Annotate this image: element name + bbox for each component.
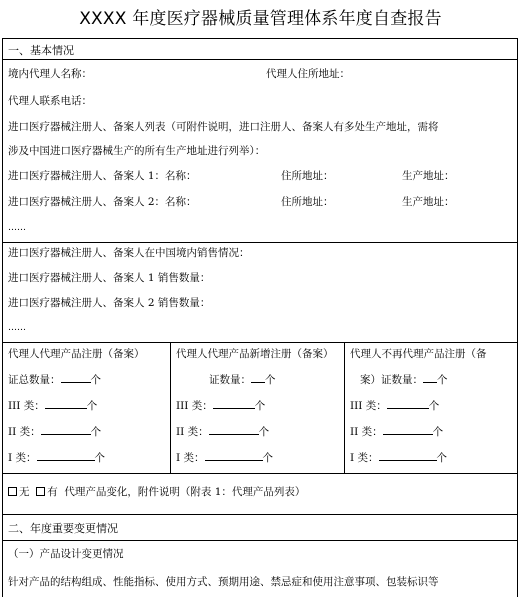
col2-class1-unit: 个 <box>262 452 273 464</box>
col1-class2-row <box>8 425 101 439</box>
col2-count-unit: 个 <box>265 374 276 386</box>
section2-heading-rule <box>2 540 518 541</box>
col3-class3-unit: 个 <box>428 400 440 412</box>
change-row <box>8 486 305 499</box>
col3-header-line-1: 代理人不再代理产品注册（备 <box>350 348 487 360</box>
registrant-2-production-label: 生产地址： <box>402 196 455 208</box>
section1-heading-rule <box>2 59 518 60</box>
col1-class1-label: I 类： <box>8 452 37 464</box>
sales-row-1: 进口医疗器械注册人、备案人 1 销售数量： <box>8 272 211 284</box>
section2-heading: 二、年度重要变更情况 <box>8 522 118 535</box>
col3-class2-label: II 类： <box>350 426 383 438</box>
registrant-block-rule <box>2 242 518 243</box>
col1-count-unit: 个 <box>90 374 101 386</box>
col3-class1-field[interactable] <box>379 451 437 461</box>
registrant-2-name-label: 进口医疗器械注册人、备案人 2：名称： <box>8 196 197 208</box>
col1-class3-row <box>8 399 97 413</box>
none-checkbox[interactable] <box>8 487 17 496</box>
col3-class1-unit: 个 <box>436 452 447 464</box>
col1-count-label: 证总数量： <box>8 374 61 386</box>
sales-block-rule <box>2 342 518 343</box>
registrant-2-address-label: 住所地址： <box>281 196 334 208</box>
col3-header-line-2: 案）证数量： <box>360 374 423 386</box>
col2-count-row <box>209 373 276 387</box>
col2-count-field[interactable] <box>251 373 265 383</box>
product-col-divider-2 <box>344 342 345 473</box>
col2-class3-label: III 类： <box>176 400 213 412</box>
col2-count-label: 证数量： <box>209 374 251 386</box>
sales-row-2: 进口医疗器械注册人、备案人 2 销售数量： <box>8 297 211 309</box>
col1-class2-label: II 类： <box>8 426 41 438</box>
col2-class2-row <box>176 425 269 439</box>
col1-class2-field[interactable] <box>41 425 91 435</box>
registrant-list-line-2: 涉及中国进口医疗器械生产的所有生产地址进行列举）： <box>8 145 266 157</box>
change-row-rule <box>2 514 518 515</box>
registrant-1-name-label: 进口医疗器械注册人、备案人 1：名称： <box>8 170 197 182</box>
col2-class3-unit: 个 <box>254 400 266 412</box>
sales-ellipsis: …… <box>8 323 26 333</box>
col2-class3-field[interactable] <box>213 399 255 409</box>
col3-count-unit: 个 <box>437 374 448 386</box>
col3-class2-row <box>350 425 443 439</box>
col2-class3-row <box>176 399 265 413</box>
col1-class1-unit: 个 <box>94 452 105 464</box>
section2-subheading: （一）产品设计变更情况 <box>8 548 124 560</box>
col2-class1-label: I 类： <box>176 452 205 464</box>
col3-class3-field[interactable] <box>387 399 429 409</box>
col2-class2-field[interactable] <box>209 425 259 435</box>
col2-class1-row <box>176 451 273 465</box>
col1-class3-field[interactable] <box>45 399 87 409</box>
sales-heading: 进口医疗器械注册人、备案人在中国境内销售情况： <box>8 247 250 259</box>
registrant-ellipsis: …… <box>8 223 26 233</box>
change-row-text: 代理产品变化，附件说明（附表 1：代理产品列表） <box>64 486 306 498</box>
col3-class1-label: I 类： <box>350 452 379 464</box>
col3-class2-field[interactable] <box>383 425 433 435</box>
agent-address-label: 代理人住所地址： <box>266 68 350 80</box>
col3-class3-label: III 类： <box>350 400 387 412</box>
col1-class1-field[interactable] <box>37 451 95 461</box>
product-table-rule <box>2 473 518 474</box>
col1-class1-row <box>8 451 105 465</box>
col3-count-field[interactable] <box>423 373 437 383</box>
col1-count-field[interactable] <box>61 373 91 383</box>
registrant-list-line-1: 进口医疗器械注册人、备案人列表（可附件说明，进口注册人、备案人有多处生产地址，需将 <box>8 121 439 133</box>
col2-class2-label: II 类： <box>176 426 209 438</box>
col1-header: 代理人代理产品注册（备案） <box>8 348 145 360</box>
col1-class2-unit: 个 <box>90 426 102 438</box>
section2-body-line: 针对产品的结构组成、性能指标、使用方式、预期用途、禁忌症和使用注意事项、包装标识等 <box>8 576 439 588</box>
col2-class2-unit: 个 <box>258 426 270 438</box>
col1-class3-label: III 类： <box>8 400 45 412</box>
section1-heading: 一、基本情况 <box>8 44 74 57</box>
col3-class3-row <box>350 399 439 413</box>
agent-contact-label: 代理人联系电话： <box>8 95 92 107</box>
col1-count-row <box>8 373 101 387</box>
col2-class1-field[interactable] <box>205 451 263 461</box>
yes-option-label: 有 <box>47 486 58 498</box>
product-col-divider-1 <box>170 342 171 473</box>
report-title: XXXX 年度医疗器械质量管理体系年度自查报告 <box>79 9 442 29</box>
agent-name-label: 境内代理人名称： <box>8 68 92 80</box>
col3-count-row <box>360 373 448 387</box>
col3-class2-unit: 个 <box>432 426 444 438</box>
col3-class1-row <box>350 451 447 465</box>
col2-header: 代理人代理产品新增注册（备案） <box>176 348 334 360</box>
col1-class3-unit: 个 <box>86 400 98 412</box>
registrant-1-address-label: 住所地址： <box>281 170 334 182</box>
registrant-1-production-label: 生产地址： <box>402 170 455 182</box>
yes-checkbox[interactable] <box>36 487 45 496</box>
none-option-label: 无 <box>19 486 30 498</box>
